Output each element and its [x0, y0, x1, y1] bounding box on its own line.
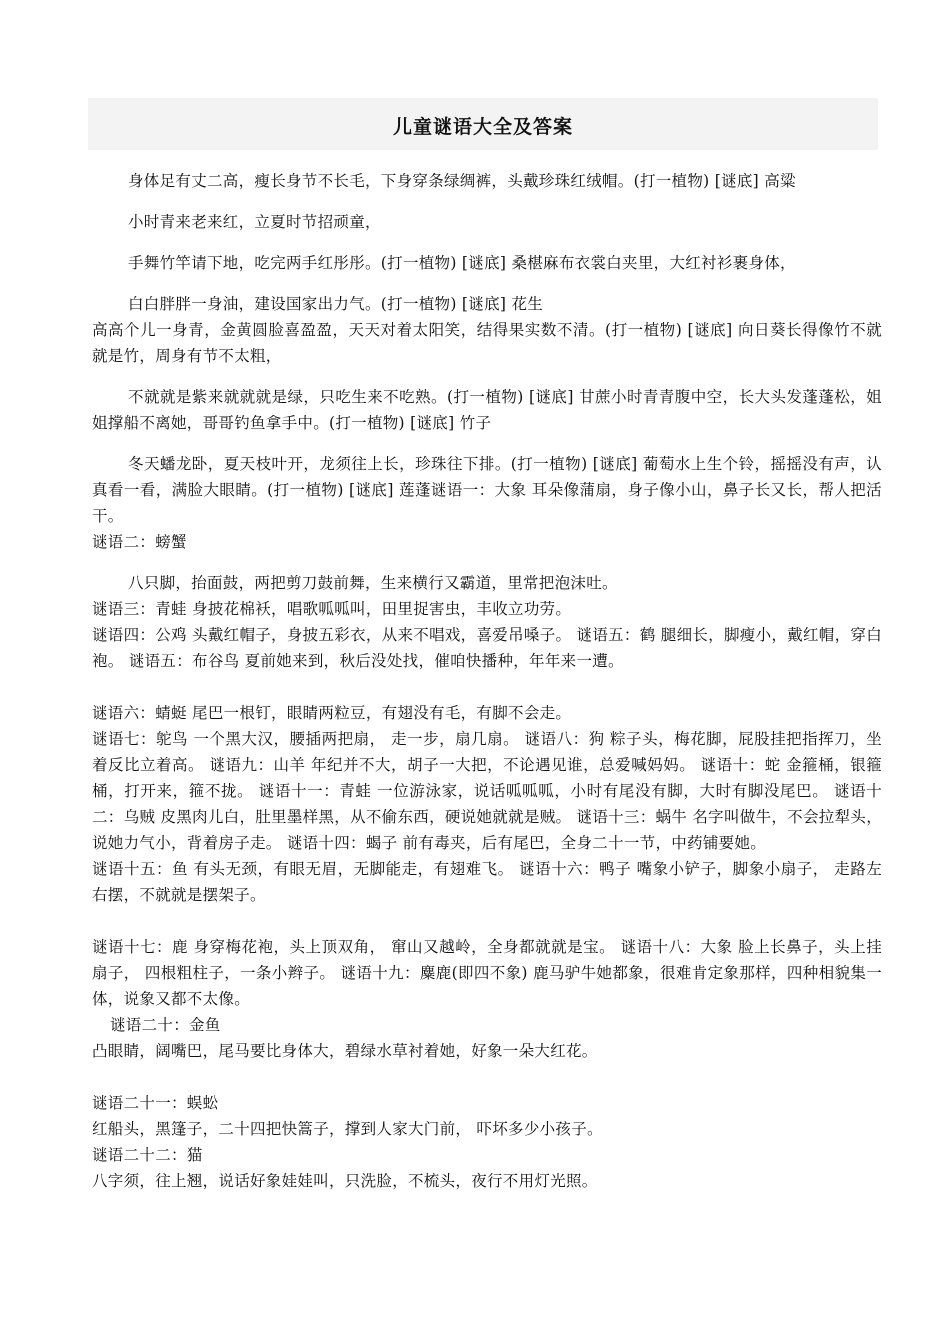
- document-body: [92, 168, 882, 1194]
- paragraph: 手舞竹竿请下地，吃完两手红彤彤。(打一植物) [谜底] 桑椹麻布衣裳白夹里，大红衬衫裹身体，: [128, 254, 796, 272]
- paragraph: 谜语二十：金鱼: [110, 1016, 221, 1034]
- paragraph: 八只脚，抬面鼓，两把剪刀鼓前舞，生来横行又霸道，里常把泡沫吐。: [128, 574, 618, 592]
- paragraph: 凸眼睛，阔嘴巴，尾马要比身体大，碧绿水草衬着她，好象一朵大红花。: [92, 1042, 598, 1060]
- paragraph: 谜语二：螃蟹: [92, 533, 187, 551]
- paragraph: 红船头，黑篷子，二十四把快篙子，撑到人家大门前， 吓坏多少小孩子。: [92, 1120, 603, 1138]
- paragraph: 高高个儿一身青，金黄圆脸喜盈盈，天天对着太阳笑，结得果实数不清。(打一植物) [谜底] 向日葵长得像竹不就就是竹，周身有节不太粗，: [92, 321, 882, 365]
- paragraph: 不就就是紫来就就就是绿，只吃生来不吃熟。(打一植物) [谜底] 甘蔗小时青青腹中空，长大头发蓬蓬松，姐姐撑船不离她，哥哥钓鱼拿手中。(打一植物) [谜底] 竹子: [92, 388, 882, 432]
- paragraph: 谜语七：鸵鸟 一个黑大汉，腰插两把扇， 走一步，扇几扇。 谜语八：狗 粽子头，梅花脚，屁股挂把指挥刀，坐着反比立着高。 谜语九：山羊 年纪并不大，胡子一大把，不论遇见谁，总爱喊妈妈。 谜语十：蛇 金箍桶，银箍桶，打开来，箍不拢。 谜语十一：青蛙 一位游泳家，说话呱呱呱，小时有尾没有脚，大时有脚没尾巴。 谜语十二：乌贼 皮黑肉儿白，肚里墨样黑，从不偷东西，硬说她就就是贼。 谜语十三：蜗牛 名字叫做牛，不会拉犁头，说她力气小，背着房子走。 谜语十四：蝎子 前有毒夹，后有尾巴，全身二十一节，中药铺要她。: [92, 730, 882, 852]
- paragraph: 冬天蟠龙卧，夏天枝叶开，龙须往上长，珍珠往下排。(打一植物) [谜底] 葡萄水上生个铃，摇摇没有声，认真看一看，满脸大眼睛。(打一植物) [谜底] 莲蓬谜语一：大象 耳朵像蒲扇，身子像小山，鼻子长又长，帮人把活干。: [92, 455, 882, 525]
- paragraph: 八字须，往上翘，说话好象娃娃叫，只洗脸，不梳头，夜行不用灯光照。: [92, 1172, 598, 1190]
- page-title: 儿童谜语大全及答案: [392, 116, 573, 138]
- paragraph: 身体足有丈二高，瘦长身节不长毛，下身穿条绿绸裤，头戴珍珠红绒帽。(打一植物) [谜底] 高粱: [128, 172, 796, 190]
- paragraph: 谜语十五：鱼 有头无颈，有眼无眉，无脚能走，有翅难飞。 谜语十六：鸭子 嘴象小铲子，脚象小扇子， 走路左右摆，不就就是摆架子。: [92, 860, 882, 904]
- paragraph: 谜语三：青蛙 身披花棉袄，唱歌呱呱叫，田里捉害虫，丰收立功劳。: [92, 600, 572, 618]
- paragraph: 谜语六：蜻蜓 尾巴一根钉，眼睛两粒豆，有翅没有毛，有脚不会走。: [92, 704, 572, 722]
- paragraph: 谜语二十一：蜈蚣: [92, 1094, 219, 1112]
- paragraph: 谜语十七：鹿 身穿梅花袍，头上顶双角， 窜山又越岭，全身都就就是宝。 谜语十八：大象 脸上长鼻子，头上挂扇子， 四根粗柱子，一条小辫子。 谜语十九：麋鹿(即四不象) 鹿马驴牛她都象，很难肯定象那样，四种相貌集一体，说象又都不太像。: [92, 938, 882, 1008]
- paragraph: 谜语四：公鸡 头戴红帽子，身披五彩衣，从来不唱戏，喜爱吊嗓子。 谜语五：鹤 腿细长，脚瘦小，戴红帽，穿白袍。 谜语五：布谷鸟 夏前她来到，秋后没处找，催咱快播种，年年来一遭。: [92, 626, 882, 670]
- paragraph: 小时青来老来红，立夏时节招顽童，: [128, 213, 381, 231]
- paragraph: 白白胖胖一身油，建设国家出力气。(打一植物) [谜底] 花生: [128, 295, 544, 313]
- paragraph: 谜语二十二：猫: [92, 1146, 203, 1164]
